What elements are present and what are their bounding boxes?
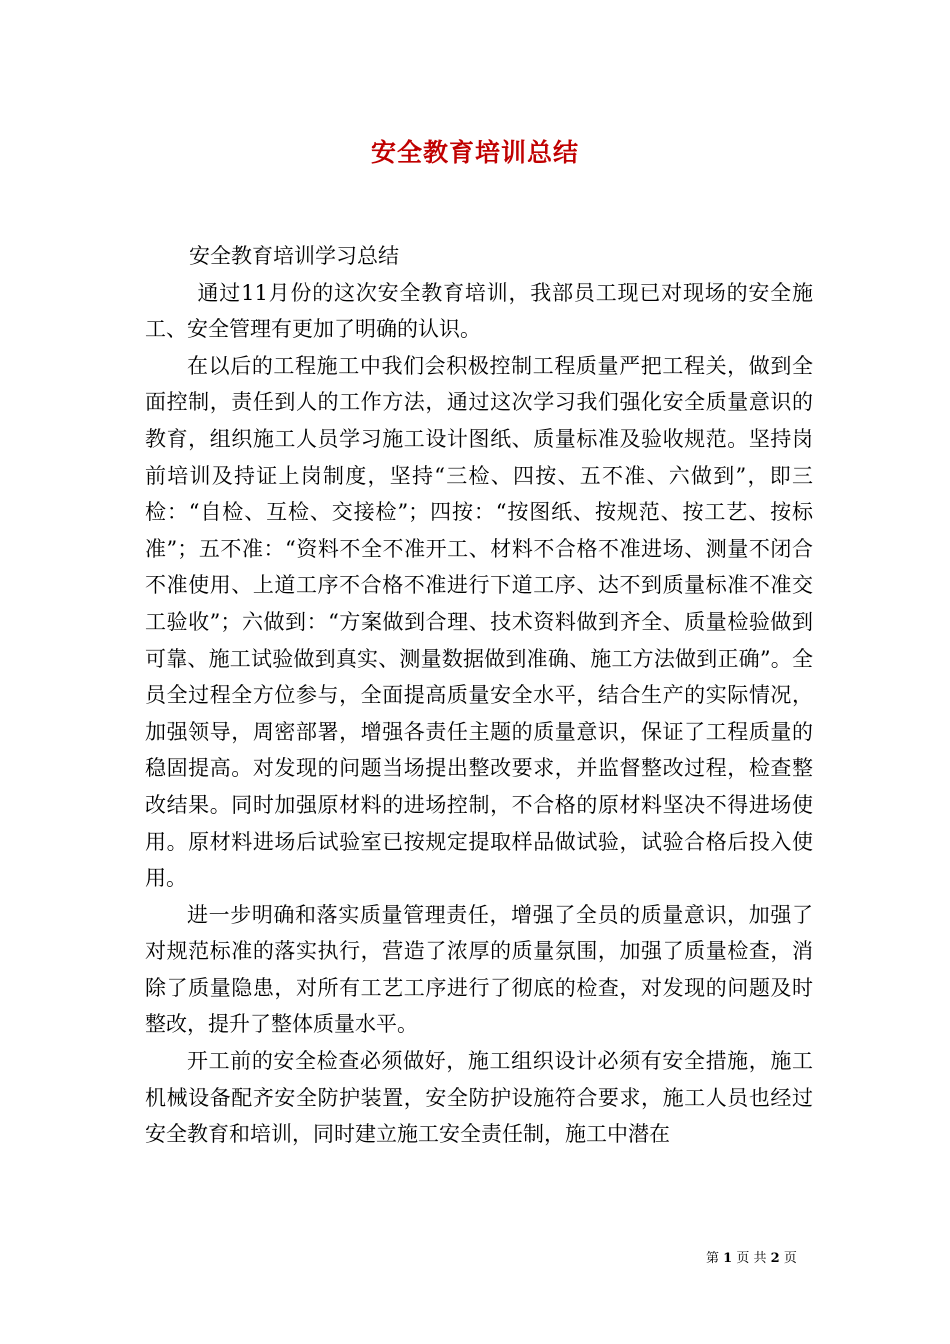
paragraph-3: 进一步明确和落实质量管理责任，增强了全员的质量意识，加强了对规范标准的落实执行，营造了浓厚的质量氛围，加强了质量检查，消除了质量隐患，对所有工艺工序进行了彻底的检查，对发现的问题及时整改，提升了整体质量水平。	[145, 902, 813, 1037]
footer-current-page: 1	[723, 1251, 733, 1266]
footer-label-of: 页 共	[736, 1251, 767, 1266]
document-body	[145, 238, 813, 1153]
paragraph-2: 在以后的工程施工中我们会积极控制工程质量严把工程关，做到全面控制，责任到人的工作方法，通过这次学习我们强化安全质量意识的教育，组织施工人员学习施工设计图纸、质量标准及验收规范。坚持岗前培训及持证上岗制度，坚持“三检、四按、五不准、六做到”，即三检：“自检、互检、交接检”；四按：“按图纸、按规范、按工艺、按标准”；五不准：“资料不全不准开工、材料不合格不准进场、测量不闭合不准使用、上道工序不合格不准进行下道工序、达不到质量标准不准交工验收”；六做到：“方案做到合理、技术资料做到齐全、质量检验做到可靠、施工试验做到真实、测量数据做到准确、施工方法做到正确”。全员全过程全方位参与，全面提高质量安全水平，结合生产的实际情况，加强领导，周密部署，增强各责任主题的质量意识，保证了工程质量的稳固提高。对发现的问题当场提出整改要求，并监督整改过程，检查整改结果。同时加强原材料的进场控制，不合格的原材料坚决不得进场使用。原材料进场后试验室已按规定提取样品做试验，试验合格后投入使用。	[145, 353, 813, 891]
footer-label-page: 第	[706, 1251, 720, 1266]
footer-total-pages: 2	[770, 1251, 780, 1266]
paragraph-1: 通过11月份的这次安全教育培训，我部员工现已对现场的安全施工、安全管理有更加了明确的认识。	[145, 280, 813, 342]
page-number-footer	[706, 1247, 797, 1266]
document-subtitle: 安全教育培训学习总结	[189, 244, 399, 268]
footer-label-end: 页	[783, 1251, 797, 1266]
paragraph-4: 开工前的安全检查必须做好，施工组织设计必须有安全措施，施工机械设备配齐安全防护装置，安全防护设施符合要求，施工人员也经过安全教育和培训，同时建立施工安全责任制，施工中潜在	[145, 1049, 813, 1147]
document-title: 安全教育培训总结	[370, 138, 579, 167]
